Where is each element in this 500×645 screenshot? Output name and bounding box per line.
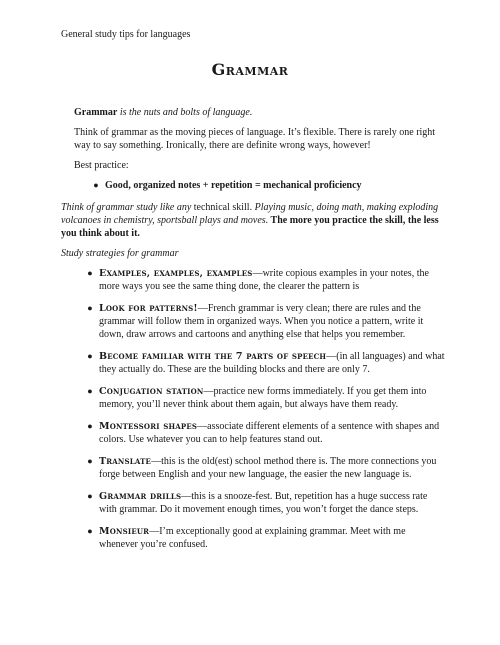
intro-paragraph bbox=[74, 106, 446, 119]
list-item bbox=[81, 385, 446, 411]
list-item-text: —associate different elements of a sentence with shapes and colors. Use whatever you can to help features stand out. bbox=[99, 421, 440, 445]
technical-italic-2: Playing music, doing math, making exploding volcanoes in chemistry, sportsball plays and moves. bbox=[61, 202, 439, 226]
intro-definition: is the nuts and bolts of language. bbox=[117, 107, 253, 118]
bullet-icon: ● bbox=[87, 526, 93, 536]
list-item bbox=[81, 420, 446, 446]
page-title: Grammar bbox=[211, 60, 289, 79]
list-item-content bbox=[99, 525, 446, 551]
list-item-content bbox=[99, 350, 446, 376]
bullet-icon: ● bbox=[87, 491, 93, 501]
list-item bbox=[81, 267, 446, 293]
list-item-text: —this is a snooze-fest. But, repetition has a huge success rate with grammar. Do it movement enough times, you won’t forget the dance steps. bbox=[99, 491, 428, 515]
strategies-list bbox=[81, 267, 446, 551]
bullet-icon: ● bbox=[93, 180, 99, 190]
list-item-heading: Montessori shapes bbox=[99, 421, 198, 432]
list-item-content bbox=[99, 267, 446, 293]
technical-italic-1: Think of grammar study like any bbox=[61, 202, 194, 213]
list-item-content bbox=[99, 455, 446, 481]
list-item-text: —French grammar is very clean; there are rules and the grammar will follow them in organized ways. When you notice a pattern, write it down, draw arrows and cartoons and anything else that helps you remember. bbox=[99, 303, 424, 340]
document-body bbox=[61, 106, 446, 560]
bullet-icon: ● bbox=[87, 456, 93, 466]
list-item-content bbox=[99, 420, 446, 446]
list-item-heading: Translate bbox=[99, 456, 152, 467]
list-item-content bbox=[99, 385, 446, 411]
list-item bbox=[81, 525, 446, 551]
bullet-icon: ● bbox=[87, 351, 93, 361]
list-item bbox=[81, 455, 446, 481]
list-item-heading: Conjugation station bbox=[99, 386, 204, 397]
list-item-heading: Monsieur bbox=[99, 526, 150, 537]
list-item-text: —I’m exceptionally good at explaining grammar. Meet with me whenever you’re confused. bbox=[99, 526, 406, 550]
technical-bold: The more you practice the skill, the less you think about it. bbox=[61, 215, 439, 239]
running-header: General study tips for languages bbox=[61, 29, 191, 40]
bullet-icon: ● bbox=[87, 303, 93, 313]
list-item-heading: Look for patterns! bbox=[99, 303, 198, 314]
list-item-heading: Grammar drills bbox=[99, 491, 182, 502]
bullet-icon: ● bbox=[87, 268, 93, 278]
strategies-label: Study strategies for grammar bbox=[61, 248, 179, 259]
list-item-text: —write copious examples in your notes, the more ways you see the same thing done, the clearer the pattern is bbox=[99, 268, 429, 292]
bullet-icon: ● bbox=[87, 386, 93, 396]
technical-normal: technical skill. bbox=[193, 202, 253, 213]
paragraph-flexible: Think of grammar as the moving pieces of language. It’s flexible. There is rarely one right way to say something. Ironically, there are definite wrong ways, however! bbox=[74, 127, 436, 151]
list-item bbox=[81, 350, 446, 376]
list-item bbox=[81, 490, 446, 516]
best-practice-text: Good, organized notes + repetition = mechanical proficiency bbox=[105, 180, 362, 191]
list-item bbox=[81, 302, 446, 341]
list-item-text: —practice new forms immediately. If you get them into memory, you’ll never think about them again, but always have them ready. bbox=[99, 386, 427, 410]
list-item-heading: Examples, examples, examples bbox=[99, 268, 253, 279]
list-item-text: —(in all languages) and what they actually do. These are the building blocks and there are only 7. bbox=[99, 351, 445, 375]
best-practice-label: Best practice: bbox=[74, 160, 129, 171]
list-item-text: —this is the old(est) school method there is. The more connections you forge between English and your new language, the easier the new language is. bbox=[99, 456, 437, 480]
bullet-icon: ● bbox=[87, 421, 93, 431]
technical-skill-paragraph bbox=[61, 201, 446, 240]
list-item-content bbox=[99, 302, 446, 341]
list-item-content bbox=[99, 490, 446, 516]
intro-term: Grammar bbox=[74, 107, 118, 118]
list-item-heading: Become familiar with the 7 parts of speech bbox=[99, 351, 327, 362]
best-practice-item bbox=[87, 179, 446, 192]
